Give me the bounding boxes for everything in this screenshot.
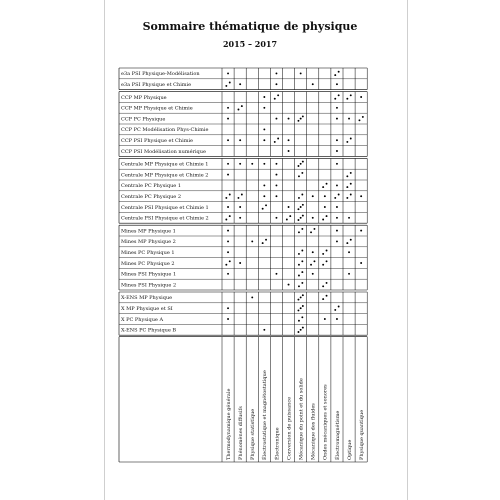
- column-label: Phénomènes diffusifs: [237, 406, 244, 460]
- topic-dot-2-4-9-0: [336, 206, 338, 208]
- topic-dot-2-5-0-0: [225, 219, 227, 221]
- topic-dot-2-4-0-0: [227, 206, 229, 208]
- topic-dot-1-0-10-0: [346, 98, 348, 100]
- topic-dot-2-4-3-1: [265, 204, 267, 206]
- page-subtitle: 2015 – 2017: [222, 39, 278, 49]
- topic-dot-2-5-8-1: [326, 215, 328, 217]
- row-label: Mines PC Physique 1: [121, 250, 175, 256]
- topic-dot-0-0-0-0: [227, 72, 229, 74]
- row-label: Centrale PSI Physique et Chimie 2: [121, 215, 209, 222]
- topic-dot-3-4-7-0: [312, 273, 314, 275]
- topic-dot-3-0-6-1: [301, 228, 303, 230]
- topic-dot-2-0-6-2: [302, 161, 304, 163]
- topic-dot-3-1-10-1: [350, 239, 352, 241]
- topic-dot-3-2-6-0: [298, 253, 300, 255]
- row-label: Mines PSI Physique 2: [121, 282, 177, 289]
- topic-dot-3-3-7-1: [314, 260, 316, 262]
- topic-dot-3-1-3-0: [262, 242, 264, 244]
- topic-dot-4-2-6-0: [298, 320, 300, 322]
- topic-dot-2-4-6-0: [298, 208, 300, 210]
- topic-dot-2-5-6-1: [300, 217, 302, 219]
- row-label: e3a PSI Physique et Chimie: [121, 82, 192, 88]
- topic-dot-1-2-5-0: [288, 118, 290, 120]
- topic-dot-2-3-4-0: [276, 195, 278, 197]
- row-label: CCP PSI Modélisation numérique: [121, 148, 206, 155]
- topic-dot-2-2-8-1: [326, 183, 328, 185]
- topic-dot-3-4-4-0: [276, 273, 278, 275]
- topic-dot-2-3-1-1: [241, 194, 243, 196]
- topic-dot-4-0-6-2: [302, 294, 304, 296]
- page-title: Sommaire thématique de physique: [142, 20, 358, 33]
- topic-dot-2-4-8-0: [324, 206, 326, 208]
- topic-dot-4-3-3-0: [263, 329, 265, 331]
- topic-dot-2-0-0-0: [227, 163, 229, 165]
- topic-dot-4-0-2-0: [251, 296, 253, 298]
- topic-dot-3-3-11-0: [360, 262, 362, 264]
- topic-dot-4-1-9-0: [334, 309, 336, 311]
- topic-dot-2-3-3-0: [263, 195, 265, 197]
- column-label: Mécanique des fluides: [310, 403, 317, 460]
- topic-dot-3-1-3-1: [265, 239, 267, 241]
- topic-dot-2-4-3-0: [262, 208, 264, 210]
- topic-dot-1-2-4-0: [276, 118, 278, 120]
- topic-dot-3-3-8-1: [326, 260, 328, 262]
- topic-dot-2-2-9-0: [336, 184, 338, 186]
- topic-dot-2-3-9-0: [334, 197, 336, 199]
- topic-dot-2-5-7-0: [312, 217, 314, 219]
- topic-dot-1-4-1-0: [239, 139, 241, 141]
- column-label: Physique statistique: [250, 408, 257, 460]
- topic-dot-2-5-1-0: [239, 217, 241, 219]
- topic-dot-2-5-4-0: [276, 217, 278, 219]
- topic-dot-4-0-8-0: [322, 298, 324, 300]
- topic-dot-4-3-6-0: [298, 331, 300, 333]
- topic-dot-2-0-4-0: [276, 163, 278, 165]
- topic-dot-3-0-7-0: [310, 231, 312, 233]
- topic-dot-0-1-4-0: [276, 83, 278, 85]
- topic-dot-3-5-6-1: [301, 282, 303, 284]
- topic-dot-1-1-3-0: [263, 107, 265, 109]
- row-label: Mines PC Physique 2: [121, 260, 175, 267]
- row-label: Mines PSI Physique 1: [121, 271, 177, 278]
- topic-dot-1-4-3-0: [263, 139, 265, 141]
- topic-dot-4-0-6-0: [298, 299, 300, 301]
- column-label: Électromagnétisme: [334, 410, 341, 460]
- topic-dot-4-2-8-0: [324, 318, 326, 320]
- topic-dot-2-3-0-0: [225, 197, 227, 199]
- topic-dot-3-4-10-0: [348, 273, 350, 275]
- topic-dot-2-1-4-0: [276, 174, 278, 176]
- topic-dot-1-0-10-1: [350, 94, 352, 96]
- topic-dot-1-2-9-0: [336, 118, 338, 120]
- topic-dot-3-2-8-1: [326, 250, 328, 252]
- column-label: Thermodynamique générale: [225, 388, 232, 460]
- topic-dot-1-0-3-0: [263, 96, 265, 98]
- topic-dot-2-0-6-1: [300, 163, 302, 165]
- topic-dot-2-3-10-0: [346, 197, 348, 199]
- column-label: Physique quantique: [358, 409, 365, 460]
- topic-dot-2-4-1-0: [239, 206, 241, 208]
- topic-dot-3-3-6-1: [301, 260, 303, 262]
- topic-dot-0-1-0-0: [225, 85, 227, 87]
- topic-dot-1-2-6-0: [298, 120, 300, 122]
- topic-dot-0-1-1-0: [239, 83, 241, 85]
- topic-dot-3-3-6-0: [298, 264, 300, 266]
- topic-dot-1-0-9-1: [338, 94, 340, 96]
- topic-dot-1-4-9-0: [336, 139, 338, 141]
- topic-dot-1-2-0-0: [227, 118, 229, 120]
- topic-dot-4-2-6-1: [301, 316, 303, 318]
- topic-dot-1-2-6-1: [300, 118, 302, 120]
- topic-dot-3-1-2-0: [251, 240, 253, 242]
- topic-dot-2-3-7-0: [312, 195, 314, 197]
- topic-dot-2-4-6-1: [300, 206, 302, 208]
- topic-dot-3-5-8-0: [322, 285, 324, 287]
- topic-dot-2-5-0-1: [229, 215, 231, 217]
- topic-dot-2-5-5-1: [289, 215, 291, 217]
- topic-dot-3-2-0-0: [227, 251, 229, 253]
- topic-dot-4-0-6-1: [300, 296, 302, 298]
- topic-dot-3-4-0-0: [227, 273, 229, 275]
- topic-dot-3-0-9-0: [336, 230, 338, 232]
- topic-dot-4-0-8-1: [326, 295, 328, 297]
- topic-dot-3-3-0-1: [229, 260, 231, 262]
- topic-dot-1-3-3-0: [263, 128, 265, 130]
- column-label: Électrostatique et magnétostatique: [262, 370, 269, 460]
- column-label: Conversion de puissance: [286, 396, 293, 460]
- column-label: Ondes mécaniques et sonores: [322, 384, 329, 460]
- topic-dot-3-4-6-0: [298, 275, 300, 277]
- topic-dot-3-1-10-0: [346, 242, 348, 244]
- topic-dot-1-1-9-0: [336, 107, 338, 109]
- row-label: Centrale MP Physique et Chimie 2: [121, 172, 209, 179]
- topic-dot-2-0-2-0: [251, 163, 253, 165]
- topic-dot-2-3-11-0: [360, 195, 362, 197]
- topic-dot-2-0-6-0: [298, 165, 300, 167]
- topic-dot-1-4-10-1: [350, 138, 352, 140]
- topic-dot-2-1-6-1: [301, 172, 303, 174]
- topic-dot-3-2-8-0: [322, 253, 324, 255]
- row-label: Mines MP Physique 1: [121, 228, 176, 235]
- topic-dot-4-2-0-0: [227, 318, 229, 320]
- topic-dot-4-3-6-2: [302, 327, 304, 329]
- topic-dot-3-0-11-0: [360, 230, 362, 232]
- topic-dot-1-2-11-0: [359, 119, 361, 121]
- row-label: CCP MP Physique et Chimie: [121, 105, 193, 112]
- row-label: CCP MP Physique: [121, 94, 167, 101]
- topic-dot-3-5-6-0: [298, 285, 300, 287]
- topic-dot-3-0-6-0: [298, 231, 300, 233]
- topic-dot-1-4-10-0: [346, 141, 348, 143]
- topic-dot-1-0-9-0: [334, 98, 336, 100]
- topic-dot-1-4-4-0: [274, 141, 276, 143]
- topic-dot-1-2-6-2: [302, 115, 304, 117]
- topic-dot-2-5-8-0: [322, 219, 324, 221]
- topic-dot-3-3-1-0: [239, 262, 241, 264]
- topic-dot-3-5-5-0: [288, 284, 290, 286]
- topic-dot-2-1-10-0: [346, 175, 348, 177]
- topic-dot-1-0-4-0: [274, 98, 276, 100]
- topic-dot-3-3-8-0: [322, 264, 324, 266]
- topic-dot-3-2-7-0: [312, 251, 314, 253]
- row-label: Centrale PSI Physique et Chimie 1: [121, 204, 209, 211]
- topic-dot-3-1-0-0: [227, 240, 229, 242]
- topic-dot-0-1-7-0: [312, 83, 314, 85]
- topic-dot-4-2-9-0: [336, 318, 338, 320]
- topic-dot-3-0-7-1: [314, 228, 316, 230]
- topic-dot-2-0-1-0: [239, 163, 241, 165]
- topic-dot-2-2-10-1: [350, 183, 352, 185]
- topic-dot-2-3-6-0: [298, 197, 300, 199]
- topic-dot-3-5-8-1: [326, 282, 328, 284]
- topic-dot-0-0-9-1: [338, 71, 340, 73]
- row-label: Centrale PC Physique 2: [121, 194, 182, 200]
- topic-dot-1-2-11-1: [362, 116, 364, 118]
- topic-dot-3-3-0-0: [225, 264, 227, 266]
- topic-dot-1-4-0-0: [227, 139, 229, 141]
- topic-dot-2-0-3-0: [263, 163, 265, 165]
- topic-dot-0-1-0-1: [229, 82, 231, 84]
- topic-dot-2-3-0-1: [229, 194, 231, 196]
- topic-dot-2-4-6-2: [302, 204, 304, 206]
- topic-dot-0-1-9-0: [336, 83, 338, 85]
- topic-dot-1-4-4-1: [277, 138, 279, 140]
- row-label: X MP Physique et SI: [121, 306, 173, 312]
- topic-dot-3-0-0-0: [227, 230, 229, 232]
- topic-dot-3-1-9-0: [336, 240, 338, 242]
- topic-dot-2-3-9-1: [338, 194, 340, 196]
- column-label: Mécanique du point et du solide: [298, 378, 305, 460]
- topic-dot-2-3-8-0: [324, 195, 326, 197]
- topic-dot-2-4-5-0: [288, 206, 290, 208]
- row-label: X-ENS MP Physique: [121, 295, 173, 302]
- topic-dot-3-3-7-0: [310, 264, 312, 266]
- topic-dot-2-2-8-0: [322, 186, 324, 188]
- row-label: Centrale MP Physique et Chimie 1: [121, 161, 209, 168]
- topic-dot-2-5-6-0: [298, 219, 300, 221]
- row-label: CCP PSI Physique et Chimie: [121, 138, 194, 144]
- topic-dot-2-5-6-2: [302, 215, 304, 217]
- topic-dot-1-0-4-1: [277, 94, 279, 96]
- topic-dot-2-2-4-0: [276, 184, 278, 186]
- topic-dot-2-2-3-0: [263, 184, 265, 186]
- row-label: Centrale PC Physique 1: [121, 183, 182, 190]
- topic-dot-0-0-9-0: [334, 74, 336, 76]
- topic-dot-2-1-0-0: [227, 174, 229, 176]
- topic-dot-1-4-5-0: [288, 139, 290, 141]
- topic-dot-2-0-9-0: [336, 163, 338, 165]
- topic-dot-2-1-6-0: [298, 175, 300, 177]
- row-label: e3a PSI Physique-Modélisation: [121, 71, 200, 78]
- topic-dot-2-5-5-0: [286, 219, 288, 221]
- topic-dot-1-1-1-1: [241, 105, 243, 107]
- topic-dot-4-3-6-1: [300, 329, 302, 331]
- topic-dot-4-1-9-1: [338, 306, 340, 308]
- row-label: CCP PC Modélisation Phys-Chimie: [121, 127, 209, 134]
- row-label: Mines MP Physique 2: [121, 239, 176, 246]
- topic-dot-3-4-6-1: [301, 271, 303, 273]
- topic-dot-1-5-9-0: [336, 150, 338, 152]
- topic-dot-4-1-6-1: [300, 307, 302, 309]
- topic-dot-2-5-9-0: [336, 217, 338, 219]
- row-label: X-ENS PC Physique B: [121, 327, 177, 334]
- topic-dot-4-1-6-2: [302, 305, 304, 307]
- row-label: CCP PC Physique: [121, 116, 166, 123]
- topic-dot-2-3-6-1: [301, 194, 303, 196]
- topic-dot-4-1-6-0: [298, 309, 300, 311]
- topic-dot-4-1-0-0: [227, 307, 229, 309]
- topic-dot-3-2-10-0: [348, 251, 350, 253]
- topic-dot-0-0-6-0: [300, 72, 302, 74]
- topic-dot-1-1-0-0: [227, 107, 229, 109]
- column-label: Électronique: [274, 427, 281, 460]
- topic-dot-1-2-10-0: [348, 118, 350, 120]
- topic-dot-2-5-10-0: [348, 217, 350, 219]
- topic-dot-2-3-1-0: [238, 197, 240, 199]
- row-label: X PC Physique A: [121, 316, 164, 323]
- topic-dot-3-2-6-1: [301, 250, 303, 252]
- topic-dot-1-0-11-0: [360, 96, 362, 98]
- topic-dot-0-0-4-0: [276, 72, 278, 74]
- topic-dot-2-3-10-1: [350, 194, 352, 196]
- topic-dot-1-5-5-0: [288, 150, 290, 152]
- topic-dot-2-1-10-1: [350, 172, 352, 174]
- topic-dot-2-2-10-0: [346, 186, 348, 188]
- column-label: Optique: [346, 439, 353, 460]
- topic-dot-1-1-1-0: [238, 109, 240, 111]
